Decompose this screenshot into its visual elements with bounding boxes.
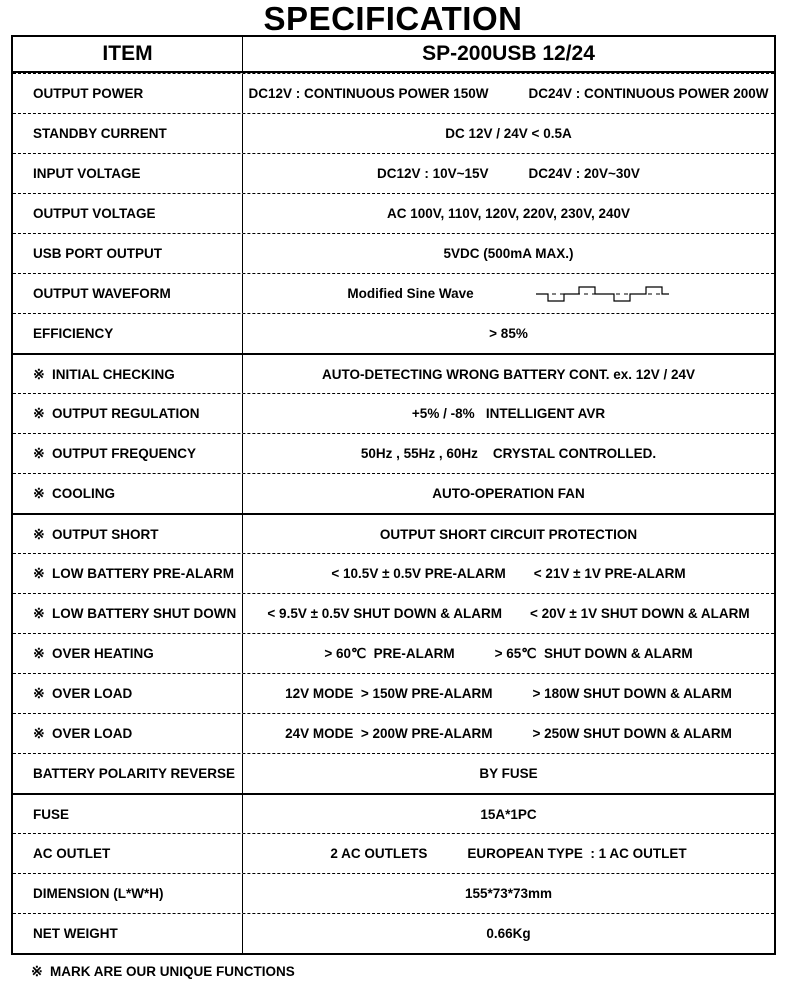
spec-value bbox=[243, 274, 774, 313]
mark-symbol: ※ bbox=[33, 605, 45, 621]
spec-value-part: DC12V : CONTINUOUS POWER 150W bbox=[248, 86, 489, 101]
table-row bbox=[13, 393, 774, 433]
spec-value bbox=[243, 394, 774, 433]
spec-item-label bbox=[13, 674, 243, 713]
spec-value-part: 15A*1PC bbox=[480, 806, 537, 822]
mark-symbol: ※ bbox=[33, 645, 45, 661]
spec-item-text: COOLING bbox=[52, 486, 115, 501]
spec-value bbox=[243, 234, 774, 273]
table-row bbox=[13, 793, 774, 833]
spec-item-text: INITIAL CHECKING bbox=[52, 366, 175, 382]
mark-symbol: ※ bbox=[33, 445, 45, 461]
spec-item-label bbox=[13, 355, 243, 393]
spec-value-part: 2 AC OUTLETS bbox=[330, 846, 428, 861]
spec-item-label bbox=[13, 74, 243, 113]
spec-value-part: OUTPUT SHORT CIRCUIT PROTECTION bbox=[379, 526, 638, 542]
spec-value bbox=[243, 674, 774, 713]
spec-item-label bbox=[13, 434, 243, 473]
table-row bbox=[13, 633, 774, 673]
table-row bbox=[13, 833, 774, 873]
spec-item-label bbox=[13, 594, 243, 633]
spec-value bbox=[243, 515, 774, 553]
mark-symbol: ※ bbox=[33, 485, 45, 501]
spec-value bbox=[243, 914, 774, 953]
header-item: ITEM bbox=[13, 37, 243, 71]
spec-value bbox=[243, 795, 774, 833]
table-row bbox=[13, 233, 774, 273]
spec-item-label bbox=[13, 874, 243, 913]
mark-symbol: ※ bbox=[33, 405, 45, 421]
spec-item-text: OVER LOAD bbox=[52, 686, 133, 701]
spec-value-part: 24V MODE > 200W PRE-ALARM bbox=[285, 726, 493, 741]
spec-value bbox=[243, 114, 774, 153]
spec-value bbox=[243, 474, 774, 513]
mark-symbol: ※ bbox=[33, 565, 45, 581]
spec-item-text: INPUT VOLTAGE bbox=[33, 166, 141, 181]
spec-value bbox=[243, 634, 774, 673]
spec-item-text: LOW BATTERY PRE-ALARM bbox=[52, 566, 234, 581]
table-row bbox=[13, 433, 774, 473]
spec-value-part: DC 12V / 24V < 0.5A bbox=[445, 126, 572, 141]
spec-value-part: DC24V : CONTINUOUS POWER 200W bbox=[528, 86, 769, 101]
spec-value bbox=[243, 834, 774, 873]
spec-item-label bbox=[13, 474, 243, 513]
table-row bbox=[13, 73, 774, 113]
spec-value bbox=[243, 355, 774, 393]
spec-value-part: +5% / -8% INTELLIGENT AVR bbox=[411, 406, 606, 421]
spec-value-part: AUTO-OPERATION FAN bbox=[432, 486, 585, 501]
table-row bbox=[13, 273, 774, 313]
table-row bbox=[13, 313, 774, 353]
spec-item-text: BATTERY POLARITY REVERSE bbox=[33, 766, 236, 781]
spec-value bbox=[243, 554, 774, 593]
spec-item-text: FUSE bbox=[33, 806, 70, 822]
modified-sine-wave-icon bbox=[534, 282, 670, 306]
spec-value bbox=[243, 434, 774, 473]
spec-value-part: 0.66Kg bbox=[486, 926, 531, 941]
table-row bbox=[13, 113, 774, 153]
spec-value bbox=[243, 594, 774, 633]
spec-item-label bbox=[13, 314, 243, 353]
spec-value-part: 12V MODE > 150W PRE-ALARM bbox=[285, 686, 493, 701]
spec-value-part: > 180W SHUT DOWN & ALARM bbox=[532, 686, 732, 701]
table-header bbox=[13, 37, 774, 73]
footer-note bbox=[31, 963, 295, 980]
spec-value-part: DC12V : 10V~15V bbox=[377, 166, 489, 181]
spec-item-label bbox=[13, 634, 243, 673]
spec-value bbox=[243, 874, 774, 913]
spec-value-part: < 21V ± 1V PRE-ALARM bbox=[533, 566, 686, 581]
mark-symbol: ※ bbox=[33, 525, 45, 542]
spec-item-text: OUTPUT POWER bbox=[33, 86, 144, 101]
spec-item-text: DIMENSION (L*W*H) bbox=[33, 886, 164, 901]
table-row bbox=[13, 513, 774, 553]
mark-symbol: ※ bbox=[31, 963, 43, 979]
spec-value-part: BY FUSE bbox=[479, 766, 538, 781]
spec-value-part: > 60℃ PRE-ALARM bbox=[324, 645, 455, 661]
spec-item-text: EFFICIENCY bbox=[33, 326, 114, 341]
spec-item-text: OUTPUT VOLTAGE bbox=[33, 206, 156, 221]
spec-value-part: > 250W SHUT DOWN & ALARM bbox=[532, 726, 732, 741]
spec-value-part: DC24V : 20V~30V bbox=[528, 166, 640, 181]
spec-item-label bbox=[13, 515, 243, 553]
mark-symbol: ※ bbox=[33, 365, 45, 382]
spec-value-part: 50Hz , 55Hz , 60Hz CRYSTAL CONTROLLED. bbox=[360, 446, 657, 461]
table-row bbox=[13, 753, 774, 793]
spec-value-part: AC 100V, 110V, 120V, 220V, 230V, 240V bbox=[387, 206, 630, 221]
spec-item-text: AC OUTLET bbox=[33, 846, 111, 861]
spec-item-text: LOW BATTERY SHUT DOWN bbox=[52, 606, 237, 621]
table-row bbox=[13, 873, 774, 913]
spec-item-label bbox=[13, 394, 243, 433]
table-row bbox=[13, 473, 774, 513]
spec-value bbox=[243, 154, 774, 193]
table-row bbox=[13, 353, 774, 393]
spec-value bbox=[243, 194, 774, 233]
spec-item-text: OVER LOAD bbox=[52, 726, 133, 741]
spec-value-part: < 20V ± 1V SHUT DOWN & ALARM bbox=[530, 606, 750, 621]
spec-item-text: STANDBY CURRENT bbox=[33, 126, 167, 141]
spec-value-part: EUROPEAN TYPE : 1 AC OUTLET bbox=[467, 846, 687, 861]
page-title: SPECIFICATION bbox=[263, 0, 523, 37]
header-model: SP-200USB 12/24 bbox=[422, 42, 595, 65]
spec-item-text: OUTPUT WAVEFORM bbox=[33, 286, 171, 301]
spec-item-label bbox=[13, 554, 243, 593]
table-row bbox=[13, 713, 774, 753]
table-row bbox=[13, 193, 774, 233]
spec-item-text: NET WEIGHT bbox=[33, 926, 118, 941]
spec-item-label bbox=[13, 154, 243, 193]
table-row bbox=[13, 553, 774, 593]
spec-item-label bbox=[13, 234, 243, 273]
spec-item-label bbox=[13, 795, 243, 833]
spec-value-part: Modified Sine Wave bbox=[347, 286, 474, 301]
spec-value bbox=[243, 314, 774, 353]
spec-value-part: AUTO-DETECTING WRONG BATTERY CONT. ex. 12V / 24V bbox=[321, 366, 696, 382]
mark-symbol: ※ bbox=[33, 685, 45, 701]
spec-value bbox=[243, 714, 774, 753]
spec-item-label bbox=[13, 714, 243, 753]
footer-text: MARK ARE OUR UNIQUE FUNCTIONS bbox=[50, 964, 295, 979]
mark-symbol: ※ bbox=[33, 725, 45, 741]
spec-value-part: < 10.5V ± 0.5V PRE-ALARM bbox=[331, 566, 506, 581]
spec-item-label bbox=[13, 914, 243, 953]
spec-item-text: OUTPUT SHORT bbox=[52, 526, 159, 542]
spec-item-label bbox=[13, 274, 243, 313]
spec-item-text: OVER HEATING bbox=[52, 646, 154, 661]
spec-value-part: 155*73*73mm bbox=[464, 886, 553, 901]
spec-value-part: < 9.5V ± 0.5V SHUT DOWN & ALARM bbox=[267, 606, 502, 621]
spec-value-part: > 85% bbox=[489, 326, 528, 341]
table-row bbox=[13, 153, 774, 193]
spec-item-text: OUTPUT REGULATION bbox=[52, 406, 200, 421]
spec-item-label bbox=[13, 114, 243, 153]
table-row bbox=[13, 913, 774, 953]
spec-item-label bbox=[13, 754, 243, 793]
table-row bbox=[13, 673, 774, 713]
table-row bbox=[13, 593, 774, 633]
spec-value bbox=[243, 754, 774, 793]
spec-table bbox=[11, 35, 776, 955]
spec-value-part: > 65℃ SHUT DOWN & ALARM bbox=[494, 645, 693, 661]
spec-item-text: USB PORT OUTPUT bbox=[33, 246, 163, 261]
spec-value-part: 5VDC (500mA MAX.) bbox=[443, 246, 574, 261]
spec-item-label bbox=[13, 834, 243, 873]
spec-item-text: OUTPUT FREQUENCY bbox=[52, 446, 197, 461]
spec-value bbox=[243, 74, 774, 113]
spec-item-label bbox=[13, 194, 243, 233]
